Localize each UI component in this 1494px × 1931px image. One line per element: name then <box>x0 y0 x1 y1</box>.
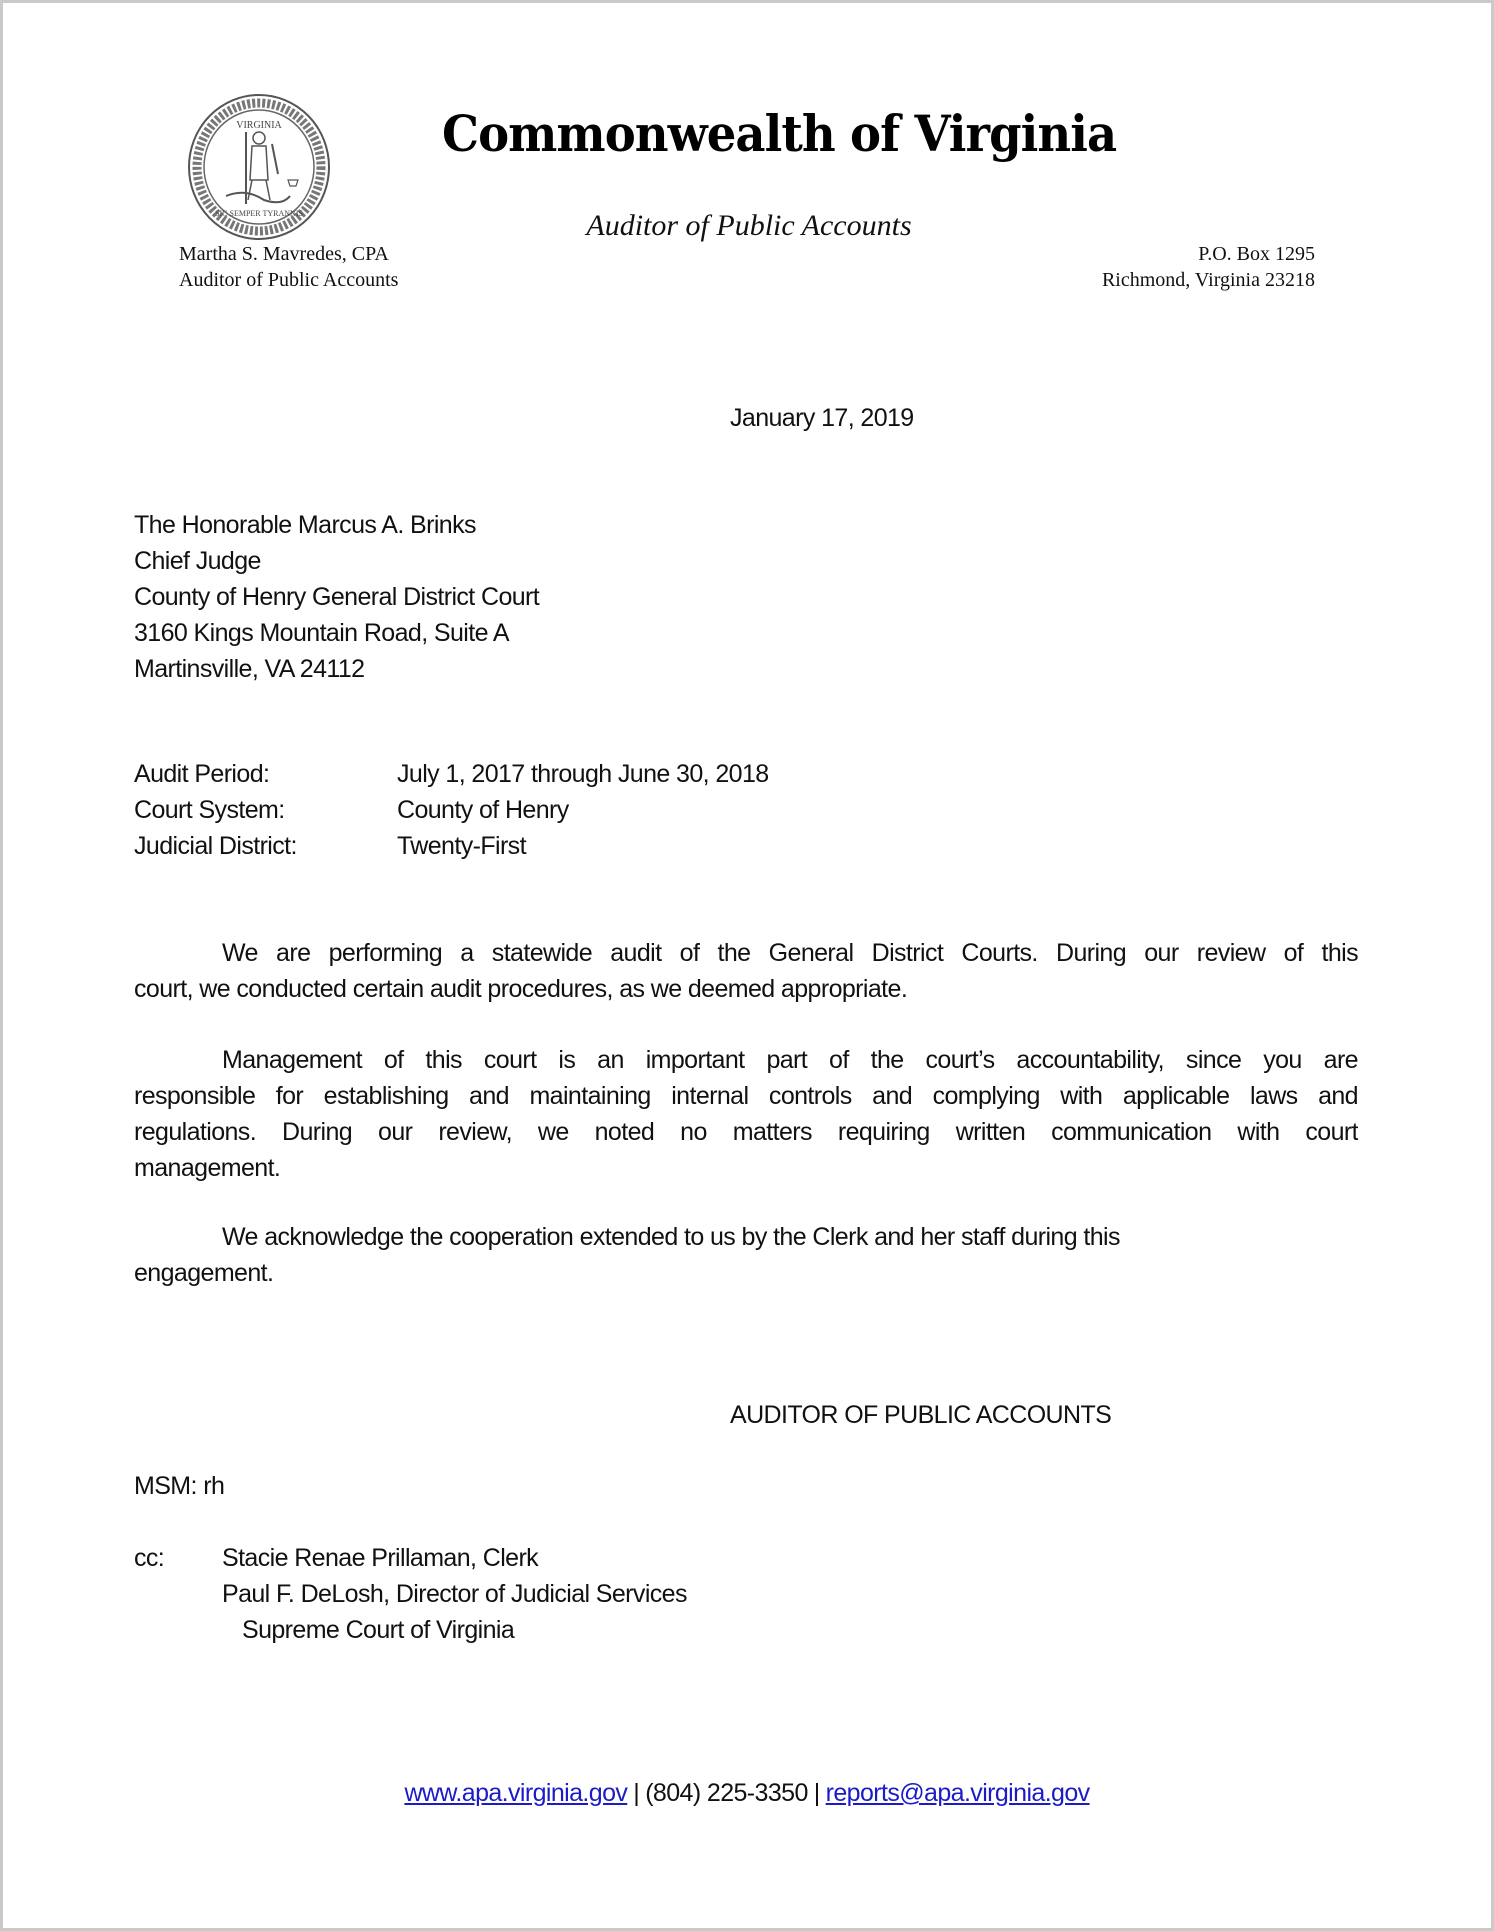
court-system-value: County of Henry <box>397 796 569 824</box>
cc-recipient: Stacie Renae Prillaman, Clerk <box>222 1544 539 1572</box>
svg-text:SIC SEMPER TYRANNIS: SIC SEMPER TYRANNIS <box>215 209 303 218</box>
paragraph-line: responsible for establishing and maintaining internal controls and complying with applicable laws and <box>134 1082 1358 1110</box>
cc-recipient: Paul F. DeLosh, Director of Judicial Services <box>222 1580 687 1608</box>
recipient-city: Martinsville, VA 24112 <box>134 655 365 683</box>
mailing-address-block <box>1102 241 1315 293</box>
paragraph-line: We are performing a statewide audit of the General District Courts. During our review of this <box>222 939 1358 967</box>
footer-separator: | <box>633 1779 640 1807</box>
paragraph-line: regulations. During our review, we noted no matters requiring written communication with court <box>134 1118 1358 1146</box>
cc-recipient: Supreme Court of Virginia <box>242 1616 515 1644</box>
footer-separator: | <box>813 1779 820 1807</box>
cc-row <box>134 1612 1034 1648</box>
letterhead-subtitle: Auditor of Public Accounts <box>586 209 912 242</box>
paragraph-line: Management of this court is an important part of the court’s accountability, since you are <box>222 1046 1358 1074</box>
recipient-address <box>134 507 539 687</box>
email-link[interactable]: reports@apa.virginia.gov <box>825 1779 1090 1807</box>
auditor-title: Auditor of Public Accounts <box>179 269 399 291</box>
auditor-name: Martha S. Mavredes, CPA <box>179 243 389 265</box>
letterhead-title: Commonwealth of Virginia <box>442 104 1117 163</box>
paragraph-management <box>134 1042 1358 1186</box>
city-state-zip: Richmond, Virginia 23218 <box>1101 269 1315 291</box>
cc-row <box>134 1576 1034 1612</box>
phone-number: (804) 225-3350 <box>645 1779 808 1807</box>
court-system-label: Court System: <box>134 796 285 824</box>
recipient-title: Chief Judge <box>134 547 261 575</box>
judicial-district-label: Judicial District: <box>134 832 297 860</box>
audit-period-value: July 1, 2017 through June 30, 2018 <box>397 760 769 788</box>
cc-block <box>134 1540 1034 1648</box>
recipient-street: 3160 Kings Mountain Road, Suite A <box>134 619 509 647</box>
paragraph-line: engagement. <box>134 1259 274 1287</box>
audit-info-row <box>134 756 834 792</box>
judicial-district-value: Twenty-First <box>397 832 526 860</box>
paragraph-audit-scope <box>134 935 1358 1007</box>
signature-block: AUDITOR OF PUBLIC ACCOUNTS <box>730 1401 1112 1429</box>
recipient-name: The Honorable Marcus A. Brinks <box>134 511 476 539</box>
audit-info-row <box>134 792 834 828</box>
cc-row <box>134 1540 1034 1576</box>
virginia-seal-icon <box>186 92 332 242</box>
paragraph-line: court, we conducted certain audit procedures, as we deemed appropriate. <box>134 975 908 1003</box>
paragraph-line: We acknowledge the cooperation extended to us by the Clerk and her staff during this <box>222 1223 1120 1251</box>
website-link[interactable]: www.apa.virginia.gov <box>404 1779 628 1807</box>
audit-info-row <box>134 828 834 864</box>
paragraph-acknowledgement <box>134 1219 1358 1291</box>
cc-label: cc: <box>134 1544 165 1572</box>
audit-period-label: Audit Period: <box>134 760 270 788</box>
letter-date: January 17, 2019 <box>730 404 914 432</box>
auditor-name-block <box>179 241 398 293</box>
reference-initials: MSM: rh <box>134 1472 225 1500</box>
audit-info <box>134 756 834 864</box>
recipient-court: County of Henry General District Court <box>134 583 540 611</box>
po-box: P.O. Box 1295 <box>1198 243 1315 265</box>
paragraph-line: management. <box>134 1154 281 1182</box>
svg-text:VIRGINIA: VIRGINIA <box>236 120 282 131</box>
footer <box>0 1776 1494 1810</box>
